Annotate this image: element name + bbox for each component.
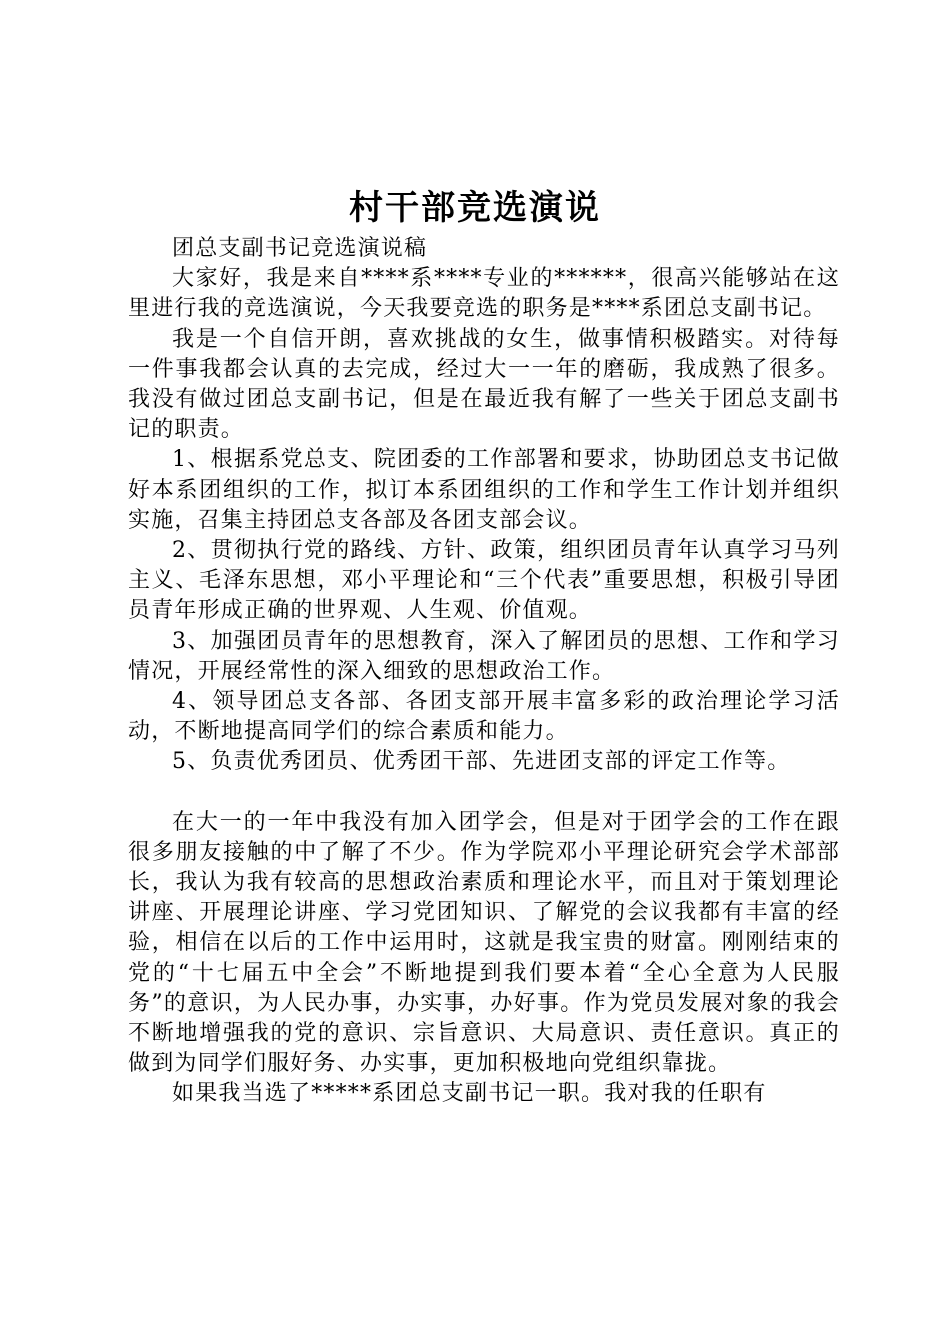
document-title: 村干部竞选演说	[349, 188, 601, 228]
paragraph-if-elected: 如果我当选了*****系团总支副书记一职。我对我的任职有	[172, 1081, 767, 1107]
paragraph-duty-3: 3、加强团员青年的思想教育，深入了解团员的思想、工作和学习情况，开展经常性的深入细致的思想政治工作。	[128, 628, 840, 684]
paragraph-subtitle: 团总支副书记竞选演说稿	[172, 236, 428, 261]
paragraph-duty-4: 4、领导团总支各部、各团支部开展丰富多彩的政治理论学习活动，不断地提高同学们的综合素质和能力。	[128, 689, 840, 745]
paragraph-self-description: 我是一个自信开朗，喜欢挑战的女生，做事情积极踏实。对待每一件事我都会认真的去完成，经过大一一年的磨砺，我成熟了很多。我没有做过团总支副书记，但是在最近我有解了一些关于团总支副书记的职责。	[128, 326, 840, 443]
document-body	[128, 234, 840, 1110]
paragraph-duty-2: 2、贯彻执行党的路线、方针、政策，组织团员青年认真学习马列主义、毛泽东思想，邓小平理论和“三个代表”重要思想，积极引导团员青年形成正确的世界观、人生观、价值观。	[128, 538, 840, 624]
paragraph-experience: 在大一的一年中我没有加入团学会，但是对于团学会的工作在跟很多朋友接触的中了解了不少。作为学院邓小平理论研究会学术部部长，我认为我有较高的思想政治素质和理论水平，而且对于策划理论讲座、开展理论讲座、学习党团知识、了解党的会议我都有丰富的经验，相信在以后的工作中运用时，这就是我宝贵的财富。刚刚结束的党的“十七届五中全会”不断地提到我们要本着“全心全意为人民服务”的意识，为人民办事，办实事，办好事。作为党员发展对象的我会不断地增强我的党的意识、宗旨意识、大局意识、责任意识。真正的做到为同学们服好务、办实事，更加积极地向党组织靠拢。	[128, 809, 840, 1077]
paragraph-duty-5: 5、负责优秀团员、优秀团干部、先进团支部的评定工作等。	[172, 749, 791, 775]
paragraph-intro: 大家好，我是来自****系****专业的******，很高兴能够站在这里进行我的竞选演说，今天我要竞选的职务是****系团总支副书记。	[128, 266, 840, 322]
paragraph-duty-1: 1、根据系党总支、院团委的工作部署和要求，协助团总支书记做好本系团组织的工作，拟订本系团组织的工作和学生工作计划并组织实施，召集主持团总支各部及各团支部会议。	[128, 447, 840, 533]
